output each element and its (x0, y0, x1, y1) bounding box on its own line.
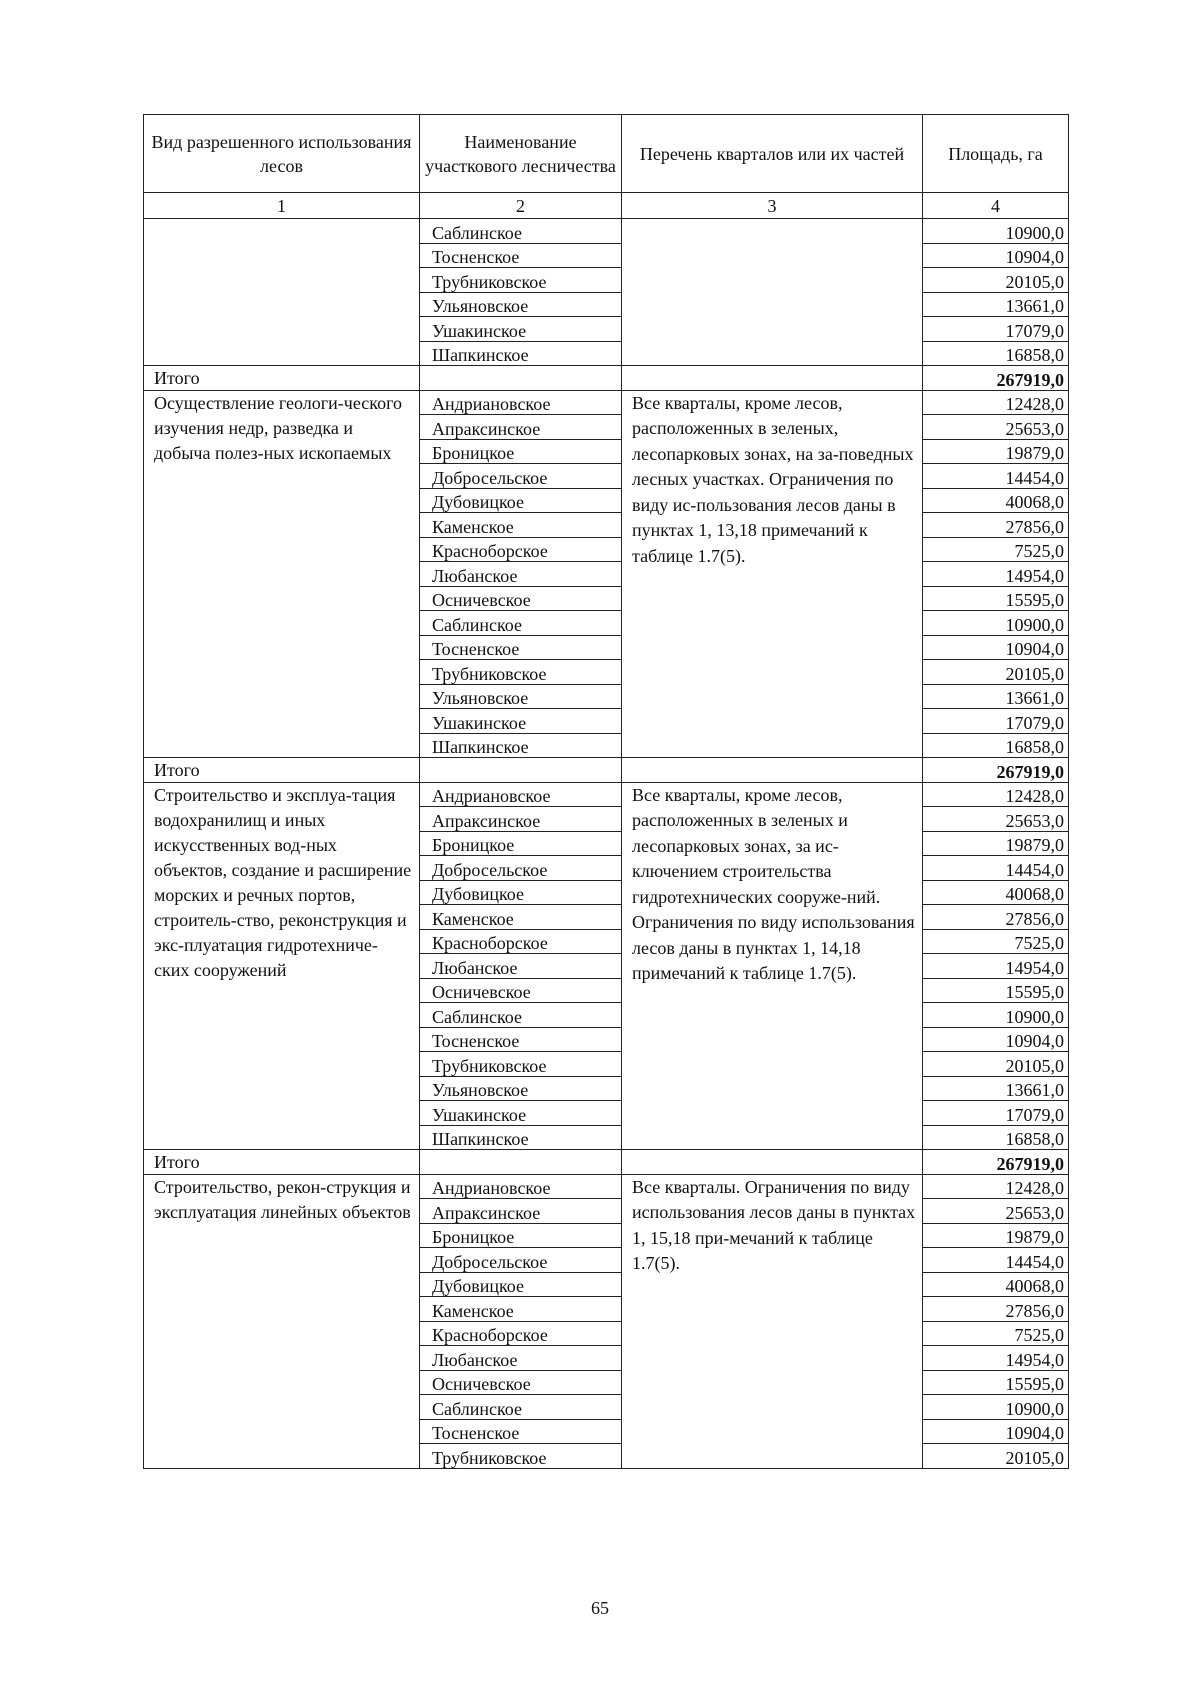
total-row (144, 366, 1069, 391)
quarters-cell: Все кварталы, кроме лесов, расположенных в зеленых и лесопарковых зонах, за ис-ключением строительства гидротехнических сооруже-ний. Ограничения по виду использования лесов даны в пунктах 1, 14,18 примечаний к таблице 1.7(5). (622, 782, 923, 1150)
forestry-cell: Осничевское (420, 1370, 622, 1395)
forestry-cell: Апраксинское (420, 415, 622, 440)
forestry-cell: Красноборское (420, 537, 622, 562)
forestry-cell: Ульяновское (420, 292, 622, 317)
forestry-cell: Саблинское (420, 219, 622, 244)
area-cell: 10904,0 (923, 1027, 1069, 1052)
area-cell: 12428,0 (923, 782, 1069, 807)
forestry-cell: Саблинское (420, 1003, 622, 1028)
forestry-cell: Тосненское (420, 635, 622, 660)
header-quarters: Перечень кварталов или их частей (622, 115, 923, 193)
forestry-cell: Броницкое (420, 1223, 622, 1248)
total-row (144, 1150, 1069, 1175)
area-cell: 25653,0 (923, 1199, 1069, 1224)
area-cell: 16858,0 (923, 733, 1069, 758)
forestry-cell: Красноборское (420, 1321, 622, 1346)
forestry-cell: Дубовицкое (420, 880, 622, 905)
empty-cell (622, 366, 923, 391)
use-kind-cell: Строительство, рекон-струкция и эксплуатация линейных объектов (144, 1174, 420, 1468)
area-cell: 14954,0 (923, 562, 1069, 587)
column-number-row (144, 193, 1069, 219)
forestry-cell: Ушакинское (420, 1101, 622, 1126)
area-cell: 27856,0 (923, 905, 1069, 930)
area-cell: 19879,0 (923, 831, 1069, 856)
quarters-cell: Все кварталы. Ограничения по виду использования лесов даны в пунктах 1, 15,18 при-мечаний к таблице 1.7(5). (622, 1174, 923, 1468)
use-kind-cell (144, 219, 420, 366)
area-cell: 10900,0 (923, 611, 1069, 636)
forestry-cell: Апраксинское (420, 1199, 622, 1224)
area-cell: 25653,0 (923, 415, 1069, 440)
area-cell: 12428,0 (923, 1174, 1069, 1199)
use-kind-cell: Осуществление геологи-ческого изучения недр, разведка и добыча полез-ных ископаемых (144, 390, 420, 758)
area-cell: 27856,0 (923, 1297, 1069, 1322)
forestry-cell: Добросельское (420, 464, 622, 489)
area-cell: 13661,0 (923, 1076, 1069, 1101)
quarters-cell (622, 219, 923, 366)
empty-cell (622, 758, 923, 783)
forestry-cell: Трубниковское (420, 660, 622, 685)
empty-cell (420, 1150, 622, 1175)
area-cell: 20105,0 (923, 1444, 1069, 1469)
area-cell: 20105,0 (923, 1052, 1069, 1077)
empty-cell (420, 366, 622, 391)
forestry-cell: Трубниковское (420, 1444, 622, 1469)
area-cell: 10904,0 (923, 635, 1069, 660)
area-cell: 14954,0 (923, 1346, 1069, 1371)
total-label: Итого (144, 1150, 420, 1175)
forestry-cell: Апраксинское (420, 807, 622, 832)
forestry-cell: Саблинское (420, 611, 622, 636)
forestry-cell: Каменское (420, 513, 622, 538)
area-cell: 25653,0 (923, 807, 1069, 832)
forestry-cell: Каменское (420, 1297, 622, 1322)
area-cell: 15595,0 (923, 586, 1069, 611)
area-cell: 40068,0 (923, 1272, 1069, 1297)
table-row (144, 390, 1069, 415)
total-label: Итого (144, 366, 420, 391)
area-cell: 15595,0 (923, 978, 1069, 1003)
forestry-cell: Тосненское (420, 243, 622, 268)
forestry-cell: Добросельское (420, 856, 622, 881)
forestry-cell: Любанское (420, 562, 622, 587)
area-cell: 10900,0 (923, 1003, 1069, 1028)
forestry-cell: Шапкинское (420, 733, 622, 758)
forestry-cell: Ушакинское (420, 709, 622, 734)
area-cell: 17079,0 (923, 317, 1069, 342)
area-cell: 40068,0 (923, 488, 1069, 513)
table-row (144, 219, 1069, 244)
forest-use-table (143, 114, 1069, 1469)
forestry-cell: Ульяновское (420, 1076, 622, 1101)
forestry-cell: Саблинское (420, 1395, 622, 1420)
forestry-cell: Трубниковское (420, 1052, 622, 1077)
area-cell: 16858,0 (923, 1125, 1069, 1150)
forestry-cell: Каменское (420, 905, 622, 930)
table-row (144, 1174, 1069, 1199)
area-cell: 17079,0 (923, 709, 1069, 734)
forestry-cell: Добросельское (420, 1248, 622, 1273)
forestry-cell: Тосненское (420, 1419, 622, 1444)
forestry-cell: Дубовицкое (420, 488, 622, 513)
area-cell: 27856,0 (923, 513, 1069, 538)
area-cell: 20105,0 (923, 660, 1069, 685)
forestry-cell: Андриановское (420, 1174, 622, 1199)
forestry-cell: Дубовицкое (420, 1272, 622, 1297)
total-value: 267919,0 (923, 366, 1069, 391)
total-value: 267919,0 (923, 1150, 1069, 1175)
forestry-cell: Любанское (420, 1346, 622, 1371)
forestry-cell: Ульяновское (420, 684, 622, 709)
area-cell: 10904,0 (923, 243, 1069, 268)
forestry-cell: Осничевское (420, 586, 622, 611)
header-area: Площадь, га (923, 115, 1069, 193)
area-cell: 17079,0 (923, 1101, 1069, 1126)
column-number: 1 (144, 193, 420, 219)
table-body (144, 115, 1069, 1469)
total-value: 267919,0 (923, 758, 1069, 783)
area-cell: 40068,0 (923, 880, 1069, 905)
area-cell: 13661,0 (923, 292, 1069, 317)
forestry-cell: Андриановское (420, 390, 622, 415)
total-label: Итого (144, 758, 420, 783)
header-row (144, 115, 1069, 193)
area-cell: 13661,0 (923, 684, 1069, 709)
forestry-cell: Ушакинское (420, 317, 622, 342)
area-cell: 10900,0 (923, 1395, 1069, 1420)
page-number: 65 (591, 1598, 609, 1618)
column-number: 2 (420, 193, 622, 219)
area-cell: 14454,0 (923, 856, 1069, 881)
forestry-cell: Трубниковское (420, 268, 622, 293)
forestry-cell: Броницкое (420, 831, 622, 856)
area-cell: 14954,0 (923, 954, 1069, 979)
forestry-cell: Красноборское (420, 929, 622, 954)
forestry-cell: Андриановское (420, 782, 622, 807)
area-cell: 10904,0 (923, 1419, 1069, 1444)
area-cell: 10900,0 (923, 219, 1069, 244)
area-cell: 7525,0 (923, 1321, 1069, 1346)
quarters-cell: Все кварталы, кроме лесов, расположенных в зеленых, лесопарковых зонах, на за-поведных лесных участках. Ограничения по виду ис-пользования лесов даны в пунктах 1, 13,18 примечаний к таблице 1.7(5). (622, 390, 923, 758)
area-cell: 19879,0 (923, 439, 1069, 464)
forestry-cell: Броницкое (420, 439, 622, 464)
forestry-cell: Осничевское (420, 978, 622, 1003)
column-number: 4 (923, 193, 1069, 219)
forestry-cell: Шапкинское (420, 341, 622, 366)
area-cell: 12428,0 (923, 390, 1069, 415)
forestry-cell: Любанское (420, 954, 622, 979)
empty-cell (622, 1150, 923, 1175)
use-kind-cell: Строительство и эксплуа-тация водохранилищ и иных искусственных вод-ных объектов, создание и расширение морских и речных портов, строитель-ство, реконструкция и экс-плуатация гидротехниче-ских сооружений (144, 782, 420, 1150)
area-cell: 14454,0 (923, 464, 1069, 489)
forestry-cell: Шапкинское (420, 1125, 622, 1150)
header-forestry: Наименование участкового лесничества (420, 115, 622, 193)
area-cell: 19879,0 (923, 1223, 1069, 1248)
column-number: 3 (622, 193, 923, 219)
area-cell: 20105,0 (923, 268, 1069, 293)
header-kind: Вид разрешенного использования лесов (144, 115, 420, 193)
area-cell: 14454,0 (923, 1248, 1069, 1273)
area-cell: 15595,0 (923, 1370, 1069, 1395)
table-row (144, 782, 1069, 807)
forestry-cell: Тосненское (420, 1027, 622, 1052)
area-cell: 16858,0 (923, 341, 1069, 366)
total-row (144, 758, 1069, 783)
area-cell: 7525,0 (923, 929, 1069, 954)
area-cell: 7525,0 (923, 537, 1069, 562)
empty-cell (420, 758, 622, 783)
